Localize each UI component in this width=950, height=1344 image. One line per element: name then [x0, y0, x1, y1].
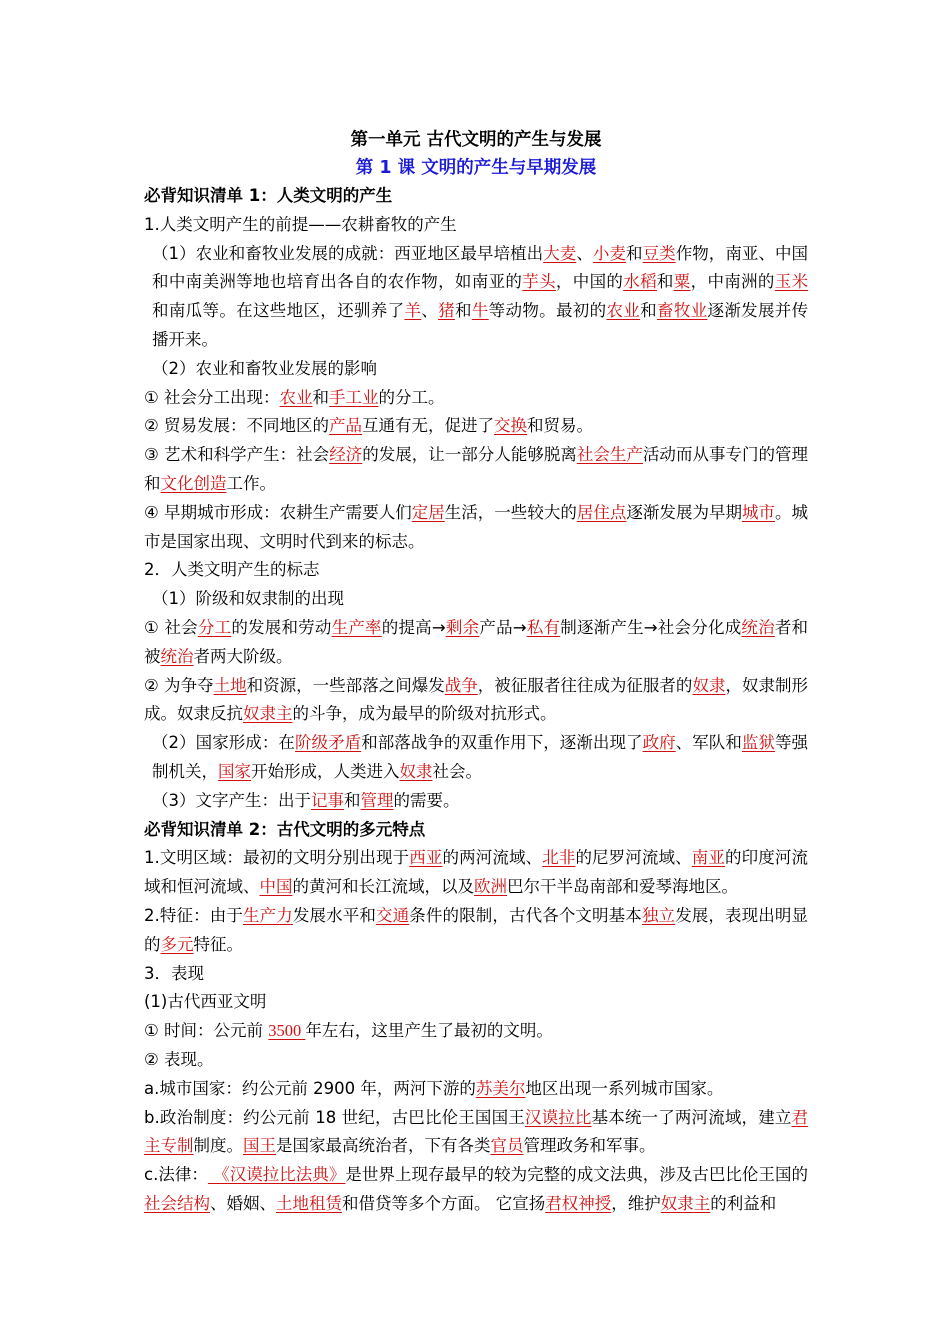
text-run: ③ 艺术和科学产生：社会	[144, 445, 330, 465]
paragraph	[144, 614, 808, 672]
text-run: （2）国家形成：在	[152, 733, 295, 753]
text-run: 发展水平和	[292, 905, 376, 925]
text-run: 、婚姻、	[210, 1193, 276, 1213]
paragraph-list	[144, 182, 808, 1219]
text-run: 和	[640, 301, 657, 321]
paragraph	[144, 1075, 808, 1104]
text-run: ② 贸易发展：不同地区的	[144, 416, 330, 436]
keyword-blank: 粟	[673, 272, 691, 292]
keyword-blank: 国家	[218, 761, 251, 781]
text-run: 的利益和	[710, 1193, 777, 1213]
text-run: ，中国的	[555, 272, 624, 292]
paragraph	[144, 384, 808, 413]
paragraph	[144, 672, 808, 730]
keyword-blank: 土地租赁	[276, 1193, 342, 1213]
text-run: 必背知识清单 2：古代文明的多元特点	[144, 819, 426, 839]
keyword-blank: 生产率	[331, 617, 382, 637]
keyword-blank: 牛	[471, 301, 489, 321]
text-run: 工作。	[226, 473, 276, 493]
text-run: ，维护	[611, 1193, 661, 1213]
keyword-blank: 监狱	[741, 733, 775, 753]
text-run: ④ 早期城市形成：农耕生产需要人们	[144, 502, 412, 522]
keyword-blank: 畜牧业	[656, 301, 708, 321]
keyword-blank: 经济	[329, 445, 363, 465]
keyword-blank: 西亚	[409, 848, 443, 868]
paragraph	[144, 441, 808, 499]
text-run: ，奴隶制形成。奴隶反抗	[144, 675, 809, 724]
paragraph	[144, 585, 808, 614]
keyword-blank: 奴隶主	[660, 1193, 711, 1213]
keyword-blank: 居住点	[576, 502, 627, 522]
keyword-blank: 管理	[360, 790, 394, 810]
keyword-blank: 官员	[490, 1136, 524, 1156]
text-run: 必背知识清单 1：人类文明的产生	[144, 186, 393, 205]
text-run: 作物，南亚、中国和中南美洲等地也培育出各自的农作物，如南亚的	[152, 243, 809, 292]
keyword-blank: 小麦	[592, 243, 627, 263]
text-run: 的分工。	[378, 387, 445, 407]
keyword-blank: 南亚	[691, 848, 726, 868]
keyword-blank: 统治	[160, 646, 194, 666]
keyword-blank: 定居	[411, 502, 445, 522]
keyword-blank: 社会生产	[576, 445, 643, 465]
keyword-blank: 战争	[444, 675, 478, 695]
text-run: 逐渐发展并传播开来。	[152, 301, 809, 349]
text-run: 社会。	[432, 761, 482, 781]
text-run: 的黄河和长江流域，以及	[292, 877, 474, 897]
paragraph	[144, 729, 808, 787]
paragraph	[144, 355, 808, 384]
text-run: 和	[626, 243, 643, 263]
text-run: 2．人类文明产生的标志	[144, 560, 320, 580]
text-run: 产品→	[479, 617, 527, 637]
text-run: 和南瓜等。在这些地区，还驯养了	[152, 301, 405, 321]
paragraph	[144, 412, 808, 441]
text-run: 和部落战争的双重作用下，逐渐出现了	[361, 733, 643, 753]
text-run: 3．表现	[144, 963, 204, 983]
paragraph	[144, 556, 808, 585]
keyword-blank: 记事	[311, 790, 344, 810]
text-run: 巴尔干半岛南部和爱琴海地区。	[507, 877, 738, 897]
keyword-blank: 君权神授	[545, 1193, 612, 1213]
paragraph	[144, 240, 808, 355]
keyword-blank: 生产力	[242, 905, 293, 925]
text-run: 的尼罗河流域、	[575, 848, 692, 868]
paragraph	[144, 902, 808, 960]
text-run: 和资源，一些部落之间爆发	[246, 675, 445, 695]
text-run: 的印度河流域和恒河流域、	[144, 848, 809, 897]
keyword-blank: 中国	[259, 877, 293, 897]
keyword-blank: 芋头	[522, 272, 556, 292]
text-run: b.政治制度：约公元前 18 世纪，古巴比伦王国国王	[144, 1107, 525, 1127]
paragraph	[144, 1046, 808, 1075]
keyword-blank: 《汉谟拉比法典》	[207, 1165, 346, 1185]
keyword-blank: 交换	[494, 416, 528, 436]
keyword-blank: 苏美尔	[475, 1078, 526, 1098]
text-run: 管理政务和军事。	[523, 1136, 656, 1156]
text-run: 的发展和劳动	[231, 617, 332, 637]
keyword-blank: 农业	[606, 301, 641, 321]
keyword-blank: 奴隶	[399, 761, 433, 781]
text-run: 特征。	[193, 934, 243, 954]
keyword-blank: 独立	[641, 905, 676, 925]
text-run: 和贸易。	[527, 416, 594, 436]
keyword-blank: 奴隶	[692, 675, 726, 695]
keyword-blank: 统治	[741, 617, 775, 637]
keyword-blank: 农业	[279, 387, 313, 407]
text-run: 生活，一些较大的	[444, 502, 577, 522]
text-run: 、	[576, 243, 593, 263]
keyword-blank: 3500	[268, 1021, 306, 1041]
text-run: 的需要。	[393, 790, 460, 810]
text-run: 的两河流域、	[442, 848, 543, 868]
section-heading	[144, 182, 808, 211]
text-run: 地区出现一系列城市国家。	[525, 1078, 724, 1098]
keyword-blank: 阶级矛盾	[294, 733, 362, 753]
text-run: 等强制机关，	[152, 733, 809, 781]
text-run: 逐渐发展为早期	[626, 502, 742, 522]
text-run: 和借贷等多个方面。 它宣扬	[342, 1193, 546, 1213]
lesson-title: 第 1 课 文明的产生与早期发展	[355, 158, 597, 178]
keyword-blank: 玉米	[774, 272, 809, 292]
text-run: ，被征服者往往成为征服者的	[477, 675, 693, 695]
keyword-blank: 交通	[375, 905, 410, 925]
text-run: ① 时间：公元前	[144, 1021, 269, 1041]
keyword-blank: 水稻	[623, 272, 657, 292]
text-run: a.城市国家：约公元前 2900 年，两河下游的	[144, 1078, 476, 1098]
keyword-blank: 羊	[404, 301, 422, 321]
keyword-blank: 北非	[542, 848, 576, 868]
text-run: c.法律：	[144, 1165, 208, 1185]
text-run: 2.特征：由于	[144, 905, 243, 925]
text-run: 制逐渐产生→社会分化成	[560, 617, 742, 637]
paragraph	[144, 1104, 808, 1162]
keyword-blank: 汉谟拉比	[524, 1107, 592, 1127]
paragraph	[144, 211, 808, 240]
paragraph	[144, 787, 808, 816]
section-heading	[144, 816, 808, 845]
text-run: 互通有无，促进了	[362, 416, 495, 436]
keyword-blank: 大麦	[543, 243, 577, 263]
keyword-blank: 多元	[160, 934, 194, 954]
text-run: 基本统一了两河流域，建立	[591, 1107, 792, 1127]
text-run: （2）农业和畜牧业发展的影响	[152, 358, 377, 378]
keyword-blank: 猪	[438, 301, 455, 321]
text-run: 开始形成，人类进入	[251, 761, 400, 781]
keyword-blank: 私有	[526, 617, 561, 637]
keyword-blank: 豆类	[642, 243, 676, 263]
text-run: 者两大阶级。	[193, 646, 293, 666]
text-run: 年左右，这里产生了最初的文明。	[305, 1021, 553, 1041]
text-run: （3）文字产生：出于	[152, 790, 311, 810]
text-run: 等动物。最初的	[488, 301, 607, 321]
text-run: ① 社会	[144, 617, 198, 637]
text-run: （1）农业和畜牧业发展的成就：西亚地区最早培植出	[152, 243, 544, 263]
text-run: 者和被	[144, 617, 809, 666]
text-run: ② 为争夺	[144, 675, 214, 695]
text-run: (1)古代西亚文明	[144, 992, 267, 1012]
text-run: 。城市是国家出现、文明时代到来的标志。	[144, 502, 809, 551]
keyword-blank: 分工	[197, 617, 232, 637]
text-run: 1.人类文明产生的前提——农耕畜牧的产生	[144, 214, 457, 234]
text-run: 是国家最高统治者，下有各类	[276, 1136, 491, 1156]
text-run: 发展，表现出明显的	[144, 905, 809, 954]
keyword-blank: 奴隶主	[243, 704, 293, 724]
text-run: 、	[421, 301, 439, 321]
text-run: 和	[454, 301, 472, 321]
text-run: 是世界上现存最早的较为完整的成文法典，涉及古巴比伦王国的	[345, 1165, 808, 1185]
text-run: 和	[344, 790, 361, 810]
unit-title: 第一单元 古代文明的产生与发展	[350, 130, 602, 150]
keyword-blank: 君主专制	[144, 1107, 809, 1156]
keyword-blank: 文化创造	[160, 473, 227, 493]
keyword-blank: 产品	[329, 416, 363, 436]
text-run: 的斗争，成为最早的阶级对抗形式。	[292, 704, 557, 724]
keyword-blank: 城市	[742, 502, 776, 522]
paragraph	[144, 960, 808, 989]
text-run: ② 表现。	[144, 1049, 214, 1069]
text-run: 1.文明区域：最初的文明分别出现于	[144, 848, 410, 868]
keyword-blank: 政府	[642, 733, 676, 753]
keyword-blank: 剩余	[445, 617, 480, 637]
text-run: 的发展，让一部分人能够脱离	[362, 445, 577, 465]
text-run: 条件的限制，古代各个文明基本	[409, 905, 642, 925]
keyword-blank: 社会结构	[144, 1193, 210, 1213]
text-run: 的提高→	[381, 617, 446, 637]
text-run: 制度。	[193, 1136, 243, 1156]
keyword-blank: 欧洲	[474, 877, 507, 897]
text-run: 和	[656, 272, 674, 292]
text-run: 和	[312, 387, 330, 407]
paragraph	[144, 1161, 808, 1219]
keyword-blank: 土地	[213, 675, 247, 695]
paragraph	[144, 1017, 808, 1046]
document-body	[144, 126, 808, 1219]
paragraph	[144, 499, 808, 557]
text-run: ，中南洲的	[690, 272, 775, 292]
text-run: （1）阶级和奴隶制的出现	[152, 589, 344, 609]
text-run: ① 社会分工出现：	[144, 387, 280, 407]
text-run: 、军队和	[675, 733, 742, 753]
keyword-blank: 国王	[243, 1136, 276, 1156]
paragraph	[144, 844, 808, 902]
text-run: 活动而从事专门的管理和	[144, 445, 809, 493]
paragraph	[144, 988, 808, 1017]
keyword-blank: 手工业	[329, 387, 379, 407]
